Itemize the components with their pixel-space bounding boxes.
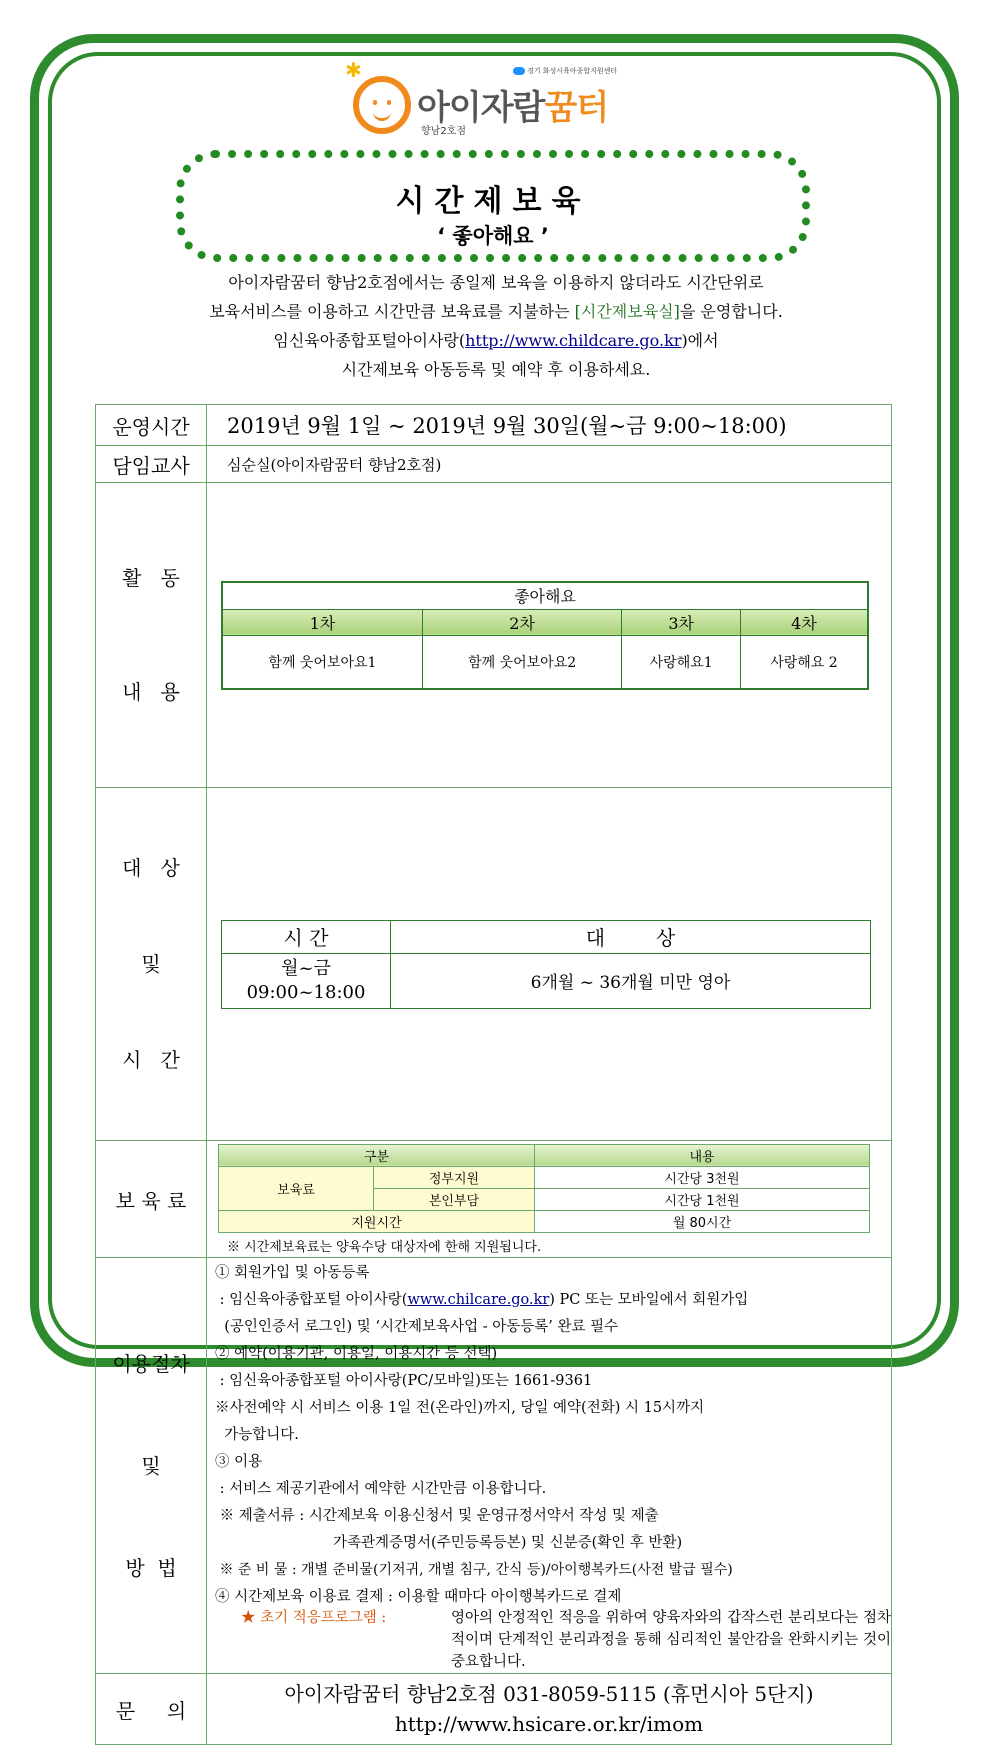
fee-category: 지원시간: [219, 1210, 535, 1232]
smile-face-icon: [353, 76, 411, 134]
fee-note: ※ 시간제보육료는 양육수당 대상자에 한해 지원됩니다.: [227, 1239, 542, 1255]
logo: [345, 58, 645, 144]
fee-label: 보 육 료: [96, 1141, 207, 1258]
info-table: [95, 404, 892, 1745]
procedure-text: ① 회원가입 및 아동등록 : 임신육아종합포털 아이사랑(www.chilcare.go.kr) PC 또는 모바일에서 회원가입 (공인인증서 로그인) 및 ‘시간제보육사업 - 아동등록’ 완료 필수 ② 예약(이용기관, 이용일, 이용시간 등 선택) : 임신육아종합포털 아이사랑(PC/모바일)또는 1661-9361 ※사전예약 시 서비스 이용 1일 전(온라인)까지, 당일 예약(전화) 시 15시까지 가능합니다. ③ 이용 : 서비스 제공기관에서 예약한 시간만큼 이용합니다. ※ 제출서류 : 시간제보육 이용신청서 및 운영규정서약서 작성 및 제출 가족관계증명서(주민등록등본) 및 신분증(확인 후 반환) ※ 준 비 물 : 개별 준비물(기저귀, 개별 침구, 간식 등)/아이행복카드(사전 발급 필수) ④ 시간제보육 이용료 결제 : 이용할 때마다 아이행복카드로 결제 ★ 초기 적응프로그램 : 영아의 안정적인 적응을 위하여 양육자와의 갑작스런 분리보다는 점차적이며 단계적인 분리과정을 통해 심리적인 불안감을 완화시키는 것이 중요합니다.: [207, 1258, 891, 1673]
early-program-label: ★ 초기 적응프로그램 :: [241, 1610, 387, 1626]
logo-center: 경기 화성시육아종합지원센터: [513, 66, 617, 76]
page-subtitle: ‘ 좋아해요 ’: [437, 224, 549, 248]
activity-value: 사랑해요 2: [740, 635, 868, 689]
hours-value: 2019년 9월 1일 ~ 2019년 9월 30일(월~금 9:00~18:00): [207, 405, 892, 446]
fee-category: 보육료: [219, 1166, 374, 1210]
fee-header: 구분: [219, 1144, 535, 1166]
activity-label: 활 동 내 용: [96, 483, 207, 788]
activity-value: 사랑해요1: [622, 635, 741, 689]
fee-table: [218, 1144, 870, 1233]
hours-row: [96, 405, 892, 446]
contact-phone: 아이자람꿈터 향남2호점 031-8059-5115 (휴먼시아 5단지): [284, 1682, 814, 1706]
activity-header: 2차: [422, 609, 621, 635]
activity-table: [221, 581, 869, 690]
contact-info: [207, 1674, 892, 1745]
procedure-label: 이용절차 및 방 법: [96, 1258, 207, 1674]
target-col-time: 시 간: [222, 920, 391, 953]
ichild-link[interactable]: www.chilcare.go.kr: [407, 1292, 550, 1308]
contact-row: [96, 1674, 892, 1745]
center-logo-icon: [513, 67, 525, 75]
activity-value: 함께 웃어보아요1: [222, 635, 422, 689]
contact-label: 문 의: [96, 1674, 207, 1745]
hours-label: 운영시간: [96, 405, 207, 446]
fee-header: 내용: [535, 1144, 870, 1166]
target-time: 월~금 09:00~18:00: [222, 953, 391, 1008]
service-name: [시간제보육실]: [574, 302, 680, 321]
target-row: [96, 788, 892, 1141]
target-label: 대 상 및 시 간: [96, 788, 207, 1141]
activity-value: 함께 웃어보아요2: [422, 635, 621, 689]
page-title: 시간제보육: [395, 184, 591, 219]
activity-header: 3차: [622, 609, 741, 635]
early-program: [215, 1607, 891, 1673]
fee-value: 월 80시간: [535, 1210, 870, 1232]
fee-subcategory: 정부지원: [374, 1166, 535, 1188]
star-icon: ✱: [345, 58, 362, 82]
teacher-row: [96, 446, 892, 483]
target-who: 6개월 ~ 36개월 미만 영아: [391, 953, 871, 1008]
fee-value: 시간당 3천원: [535, 1166, 870, 1188]
activity-row: [96, 483, 892, 788]
target-table: [221, 920, 871, 1009]
teacher-value: 심순실(아이자람꿈터 향남2호점): [207, 446, 892, 483]
logo-branch: 향남2호점: [421, 126, 467, 137]
title-box: [176, 150, 810, 262]
fee-value: 시간당 1천원: [535, 1188, 870, 1210]
logo-name: 아이자람꿈터: [417, 88, 609, 128]
fee-row: [96, 1141, 892, 1258]
target-col-who: 대 상: [391, 920, 871, 953]
intro-text: 아이자람꿈터 향남2호점에서는 종일제 보육을 이용하지 않더라도 시간단위로 보육서비스를 이용하고 시간만큼 보육료를 지불하는 [시간제보육실]을 운영합니다. 임신육아종합포털아이사랑(http://www.childcare.go.kr)에서 시간제보육 아동등록 및 예약 후 이용하세요.: [209, 273, 783, 379]
teacher-label: 담임교사: [96, 446, 207, 483]
early-program-text: 영아의 안정적인 적응을 위하여 양육자와의 갑작스런 분리보다는 점차적이며 단계적인 분리과정을 통해 심리적인 불안감을 완화시키는 것이 중요합니다.: [451, 1610, 891, 1670]
activity-header: 1차: [222, 609, 422, 635]
fee-subcategory: 본인부담: [374, 1188, 535, 1210]
activity-caption: 좋아해요: [222, 582, 868, 610]
contact-url[interactable]: http://www.hsicare.or.kr/imom: [394, 1712, 704, 1736]
activity-header: 4차: [740, 609, 868, 635]
childcare-link[interactable]: http://www.childcare.go.kr: [465, 331, 682, 350]
procedure-row: [96, 1258, 892, 1674]
